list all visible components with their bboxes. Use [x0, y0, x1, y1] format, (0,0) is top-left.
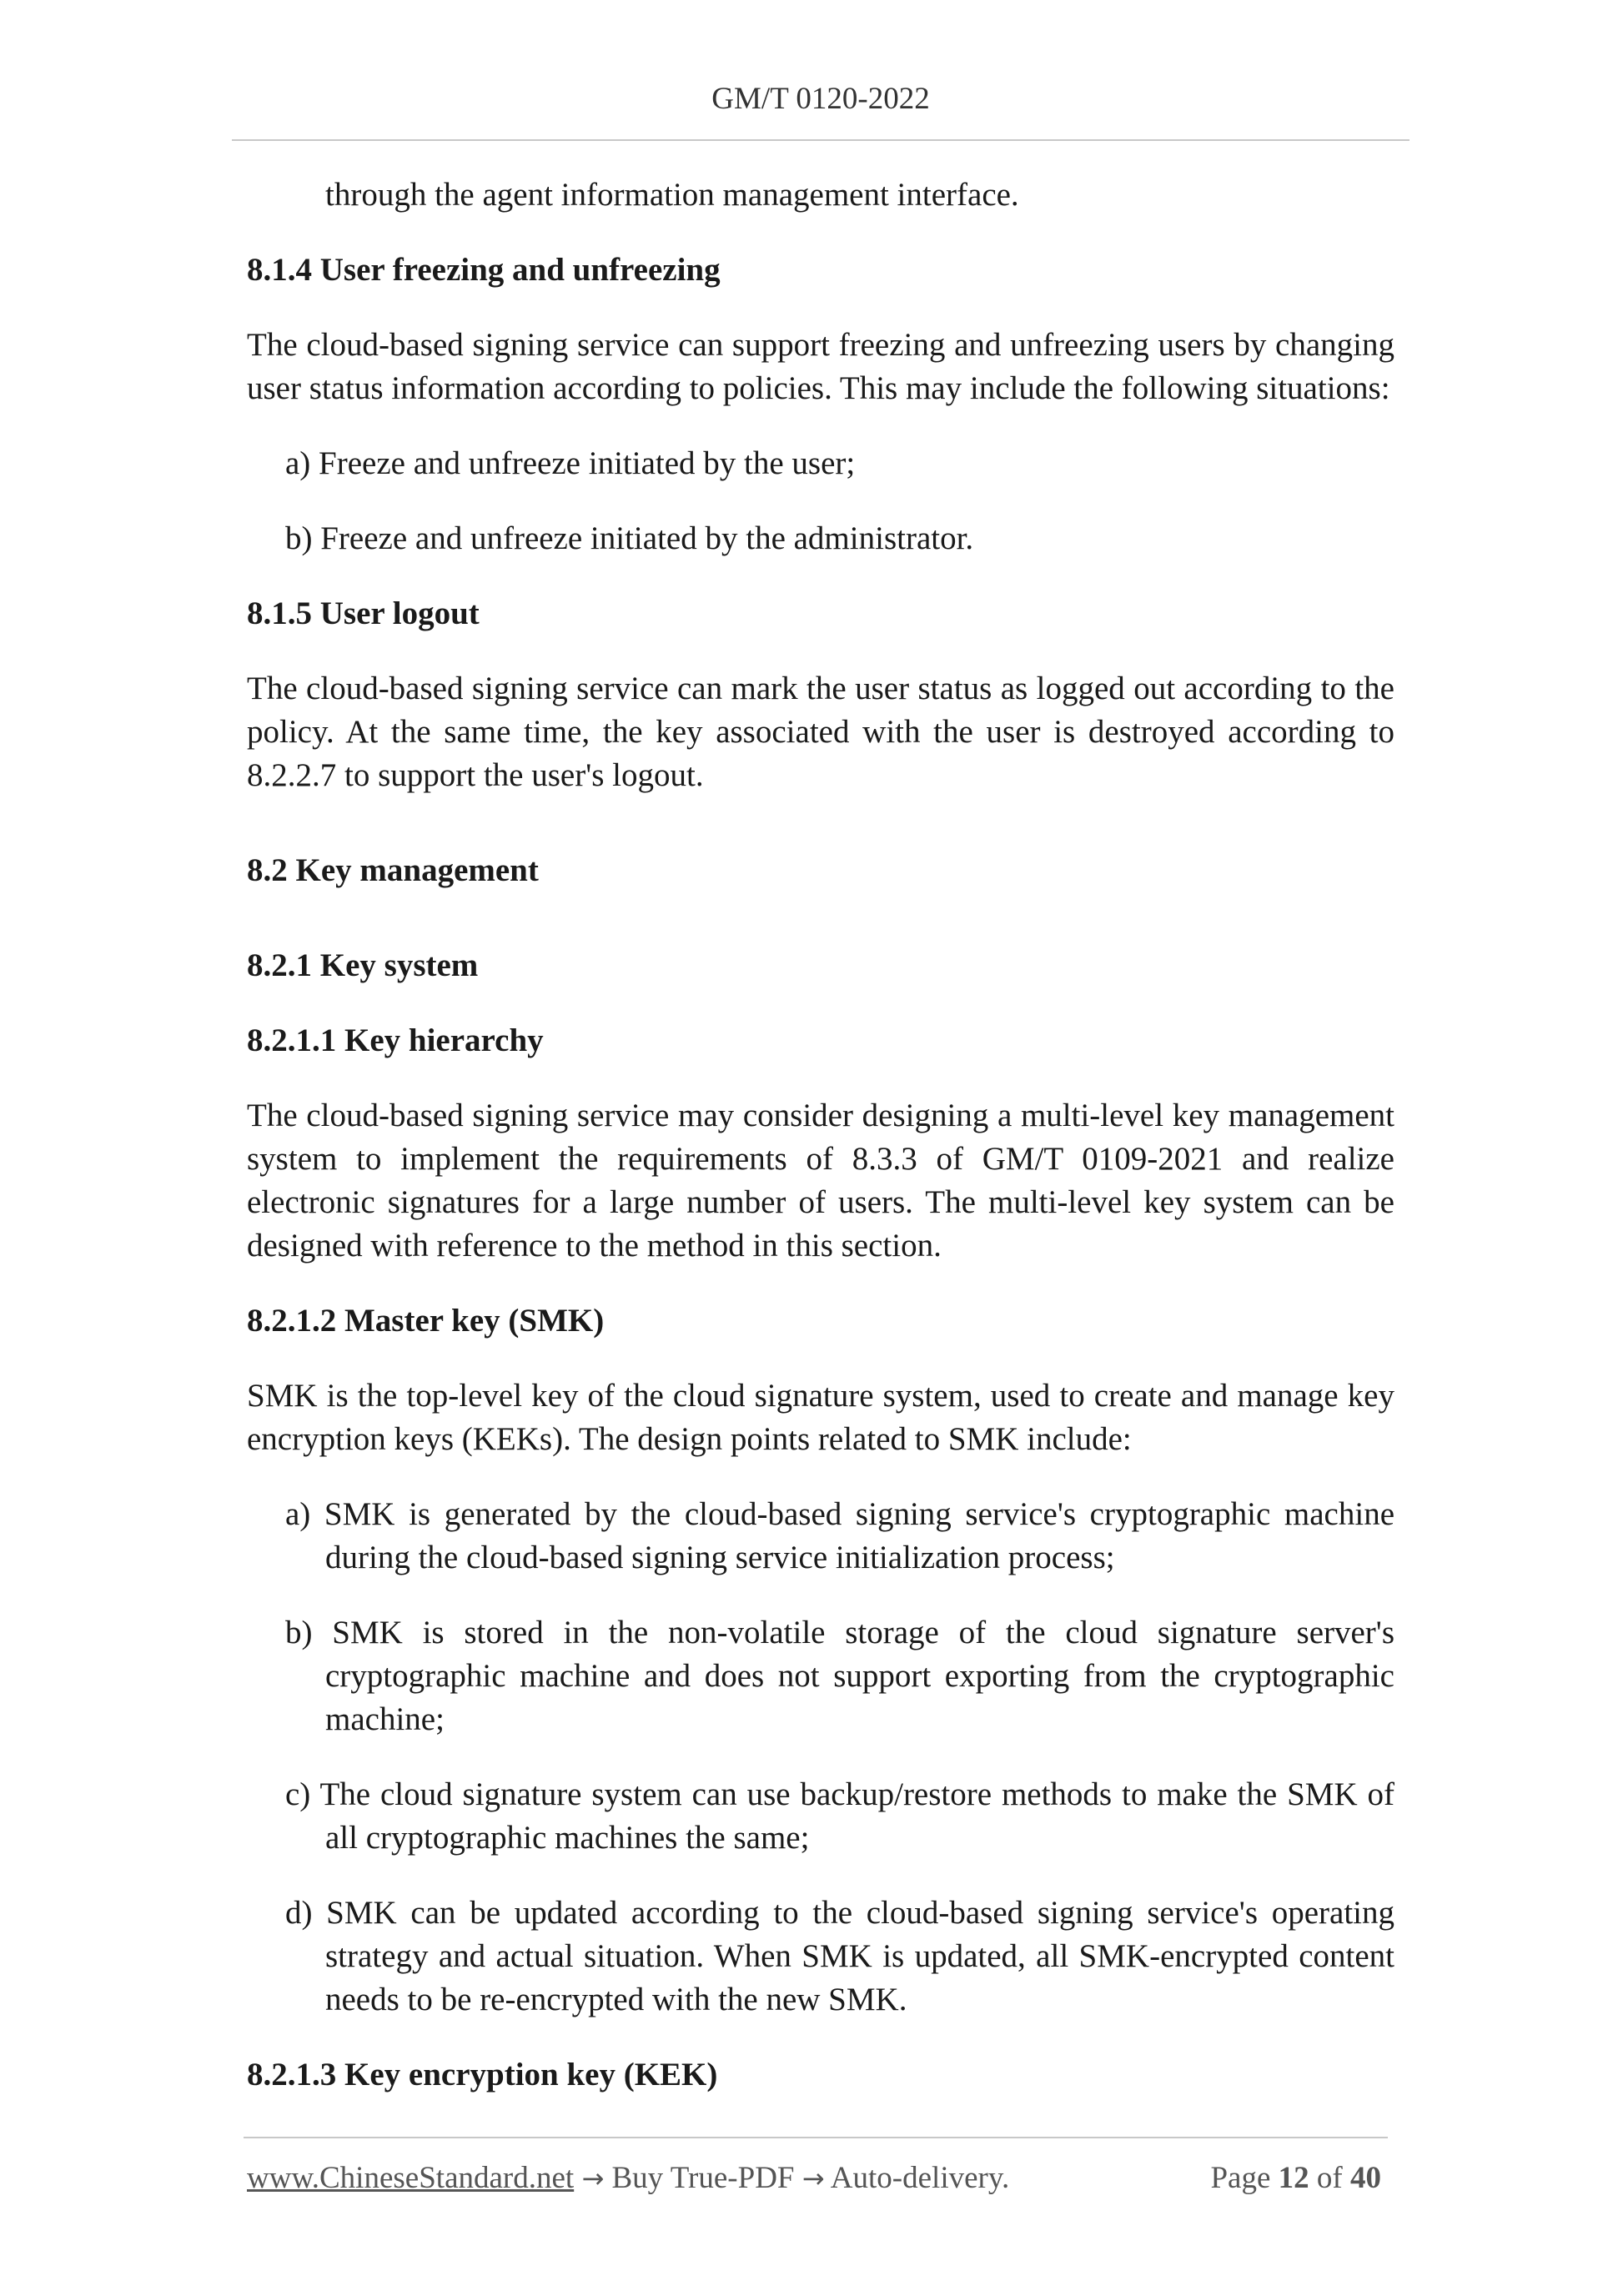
of-label: of: [1316, 2161, 1343, 2195]
heading-8-2-1: 8.2.1 Key system: [247, 947, 479, 983]
list-item: b) Freeze and unfreeze initiated by the administrator.: [285, 520, 974, 556]
list-item: a) SMK is generated by the cloud-based signing service's cryptographic machine during the cloud-based signing service initialization process;: [285, 1496, 1394, 1575]
page-label: Page: [1210, 2161, 1271, 2195]
list-item: a) Freeze and unfreeze initiated by the user;: [285, 445, 856, 481]
arrow-right-icon: →: [581, 2163, 605, 2194]
continued-paragraph: through the agent information management interface.: [325, 177, 1019, 213]
list-item: d) SMK can be updated according to the cloud-based signing service's operating strategy and actual situation. When SMK is updated, all SMK-encrypted content needs to be re-encrypted with the new SMK.: [285, 1895, 1394, 2017]
page-header: [232, 77, 1409, 141]
paragraph: The cloud-based signing service can support freezing and unfreezing users by changing user status information according to policies. This may include the following situations:: [247, 327, 1394, 406]
heading-8-2-1-1: 8.2.1.1 Key hierarchy: [247, 1022, 544, 1058]
total-pages: 40: [1350, 2161, 1381, 2195]
site-link[interactable]: www.ChineseStandard.net: [247, 2161, 575, 2195]
footer-promo: [247, 2153, 1009, 2203]
list-item: c) The cloud signature system can use backup/restore methods to make the SMK of all cryptographic machines the same;: [285, 1776, 1394, 1856]
buy-pdf-text: Buy True-PDF: [611, 2161, 795, 2195]
page-number: [1210, 2153, 1381, 2203]
paragraph: SMK is the top-level key of the cloud signature system, used to create and manage key encryption keys (KEKs). The design points related to SMK include:: [247, 1378, 1394, 1457]
paragraph: The cloud-based signing service can mark the user status as logged out according to the policy. At the same time, the key associated with the user is destroyed according to 8.2.2.7 to support the user's logout.: [247, 671, 1394, 793]
auto-delivery-text: Auto-delivery.: [830, 2161, 1010, 2195]
list-item: b) SMK is stored in the non-volatile storage of the cloud signature server's cryptographic machine and does not support exporting from the cryptographic machine;: [285, 1615, 1394, 1737]
page-body: [247, 173, 1394, 2128]
heading-8-1-5: 8.1.5 User logout: [247, 595, 480, 631]
heading-8-2-1-2: 8.2.1.2 Master key (SMK): [247, 1303, 605, 1339]
current-page: 12: [1278, 2161, 1309, 2195]
heading-8-2: 8.2 Key management: [247, 852, 539, 888]
page-footer: [244, 2137, 1388, 2203]
document-id: GM/T 0120-2022: [711, 82, 930, 116]
heading-8-1-4: 8.1.4 User freezing and unfreezing: [247, 252, 721, 288]
heading-8-2-1-3: 8.2.1.3 Key encryption key (KEK): [247, 2057, 718, 2093]
paragraph: The cloud-based signing service may consider designing a multi-level key management system to implement the requirements of 8.3.3 of GM/T 0109-2021 and realize electronic signatures for a large number of users. The multi-level key system can be designed with reference to the method in this section.: [247, 1098, 1394, 1264]
arrow-right-icon: →: [801, 2163, 825, 2194]
